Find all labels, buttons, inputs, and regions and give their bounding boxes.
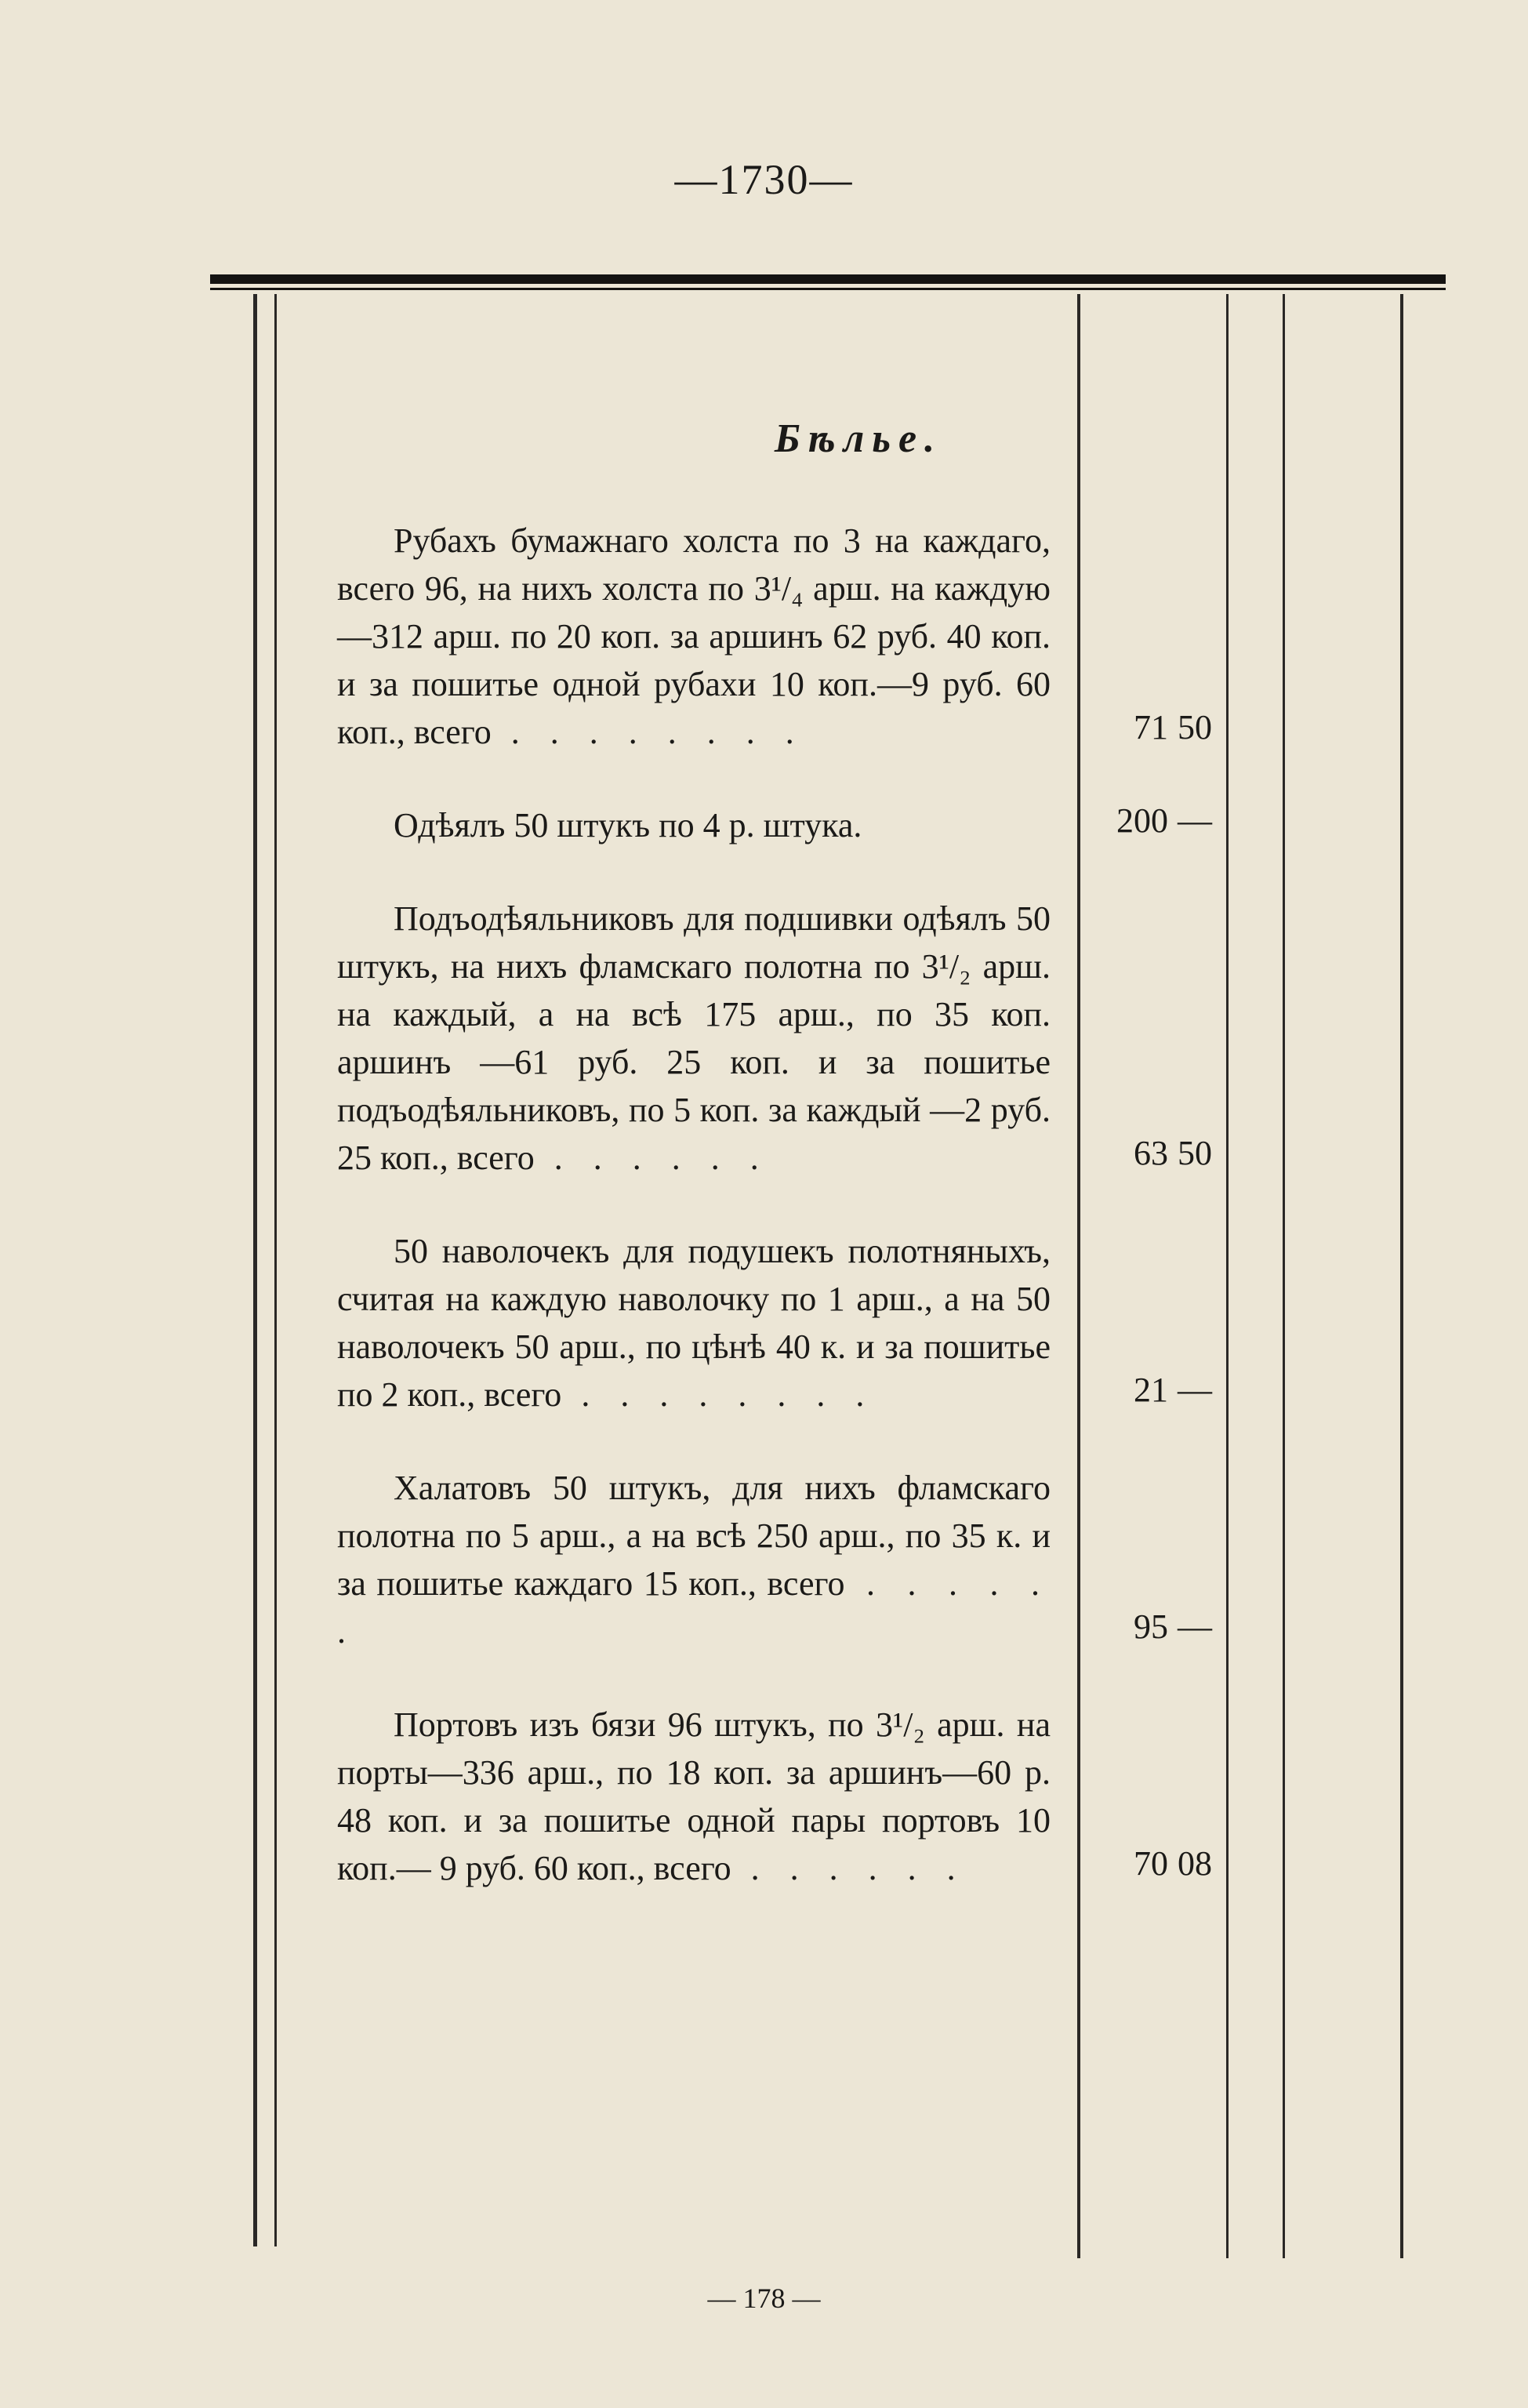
dot-leader: . . . . . . — [534, 1139, 770, 1177]
amount-kopecks: 50 — [1178, 708, 1212, 746]
amount-rubles: 200 — [1116, 801, 1168, 840]
entry-amount — [1051, 1129, 1286, 1177]
column-rule-right-outer — [1400, 294, 1403, 2258]
entry-amount — [1051, 1366, 1286, 1414]
entry-text: Одѣялъ 50 штукъ по 4 р. штука. — [394, 806, 862, 844]
amount-kopecks: — — [1178, 1371, 1212, 1409]
amount-rubles: 21 — [1134, 1371, 1168, 1409]
entry-description — [337, 517, 1051, 756]
entry-amount — [1051, 703, 1286, 751]
dot-leader: . . . . . . . . — [561, 1375, 876, 1414]
entry-description — [337, 1227, 1051, 1418]
entry-description — [337, 801, 1051, 849]
dot-leader: . . . . . . . . — [491, 713, 805, 751]
amount-kopecks: 50 — [1178, 1134, 1212, 1172]
ledger-entry — [337, 801, 1286, 849]
dot-leader: . . . . . . — [337, 1564, 1051, 1651]
ledger-entry — [337, 1227, 1286, 1418]
amount-kopecks: — — [1178, 801, 1212, 840]
page-header: —1730— — [674, 156, 854, 203]
column-rule-left-outer — [253, 294, 257, 2246]
entry-text: 50 наволочекъ для подушекъ полотняныхъ, считая на каждую наволочку по 1 арш., а на 50 наволочекъ 50 арш., по цѣнѣ 40 к. и за пошитье по 2 коп., всего — [337, 1232, 1051, 1414]
top-rule-thin — [210, 288, 1446, 290]
entry-amount — [1051, 1603, 1286, 1651]
ledger-entry — [337, 1701, 1286, 1892]
entry-text: Халатовъ 50 штукъ, для нихъ фламскаго полотна по 5 арш., а на всѣ 250 арш., по 35 к. и за пошитье каждаго 15 коп., всего — [337, 1469, 1051, 1603]
entry-amount — [1051, 797, 1286, 844]
entry-text: Рубахъ бумажнаго холста по 3 на каждаго, всего 96, на нихъ холста по 3¹/₄ арш. на каждую—312 арш. по 20 коп. за аршинъ 62 руб. 40 коп. и за пошитье одной рубахи 10 коп.—9 руб. 60 коп., всего — [337, 521, 1051, 751]
amount-rubles: 70 — [1134, 1844, 1168, 1883]
entry-amount — [1051, 1840, 1286, 1887]
amount-kopecks: 08 — [1178, 1844, 1212, 1883]
entry-text: Подъодѣяльниковъ для подшивки одѣялъ 50 штукъ, на нихъ фламскаго полотна по 3¹/₂ арш. на каждый, а на всѣ 175 арш., по 35 коп. аршинъ —61 руб. 25 коп. и за пошитье подъодѣяльниковъ, по 5 коп. за каждый —2 руб. 25 коп., всего — [337, 899, 1051, 1177]
entry-description — [337, 1464, 1051, 1655]
dot-leader: . . . . . . — [731, 1849, 967, 1887]
amount-kopecks: — — [1178, 1607, 1212, 1646]
ledger-entry — [337, 1464, 1286, 1655]
entry-description — [337, 1701, 1051, 1892]
top-rule — [210, 274, 1446, 284]
amount-rubles: 71 — [1134, 708, 1168, 746]
amount-rubles: 63 — [1134, 1134, 1168, 1172]
ledger-table — [337, 345, 1286, 1938]
entry-description — [337, 895, 1051, 1182]
ledger-entry — [337, 517, 1286, 756]
page-footer: — 178 — — [707, 2283, 821, 2314]
amount-rubles: 95 — [1134, 1607, 1168, 1646]
column-rule-left-inner — [274, 294, 277, 2246]
ledger-entry — [337, 895, 1286, 1182]
section-title: Бѣлье. — [774, 416, 943, 461]
entry-text: Портовъ изъ бязи 96 штукъ, по 3¹/₂ арш. на порты—336 арш., по 18 коп. за аршинъ—60 р. 48 коп. и за пошитье одной пары портовъ 10 коп.— 9 руб. 60 коп., всего — [337, 1705, 1051, 1887]
